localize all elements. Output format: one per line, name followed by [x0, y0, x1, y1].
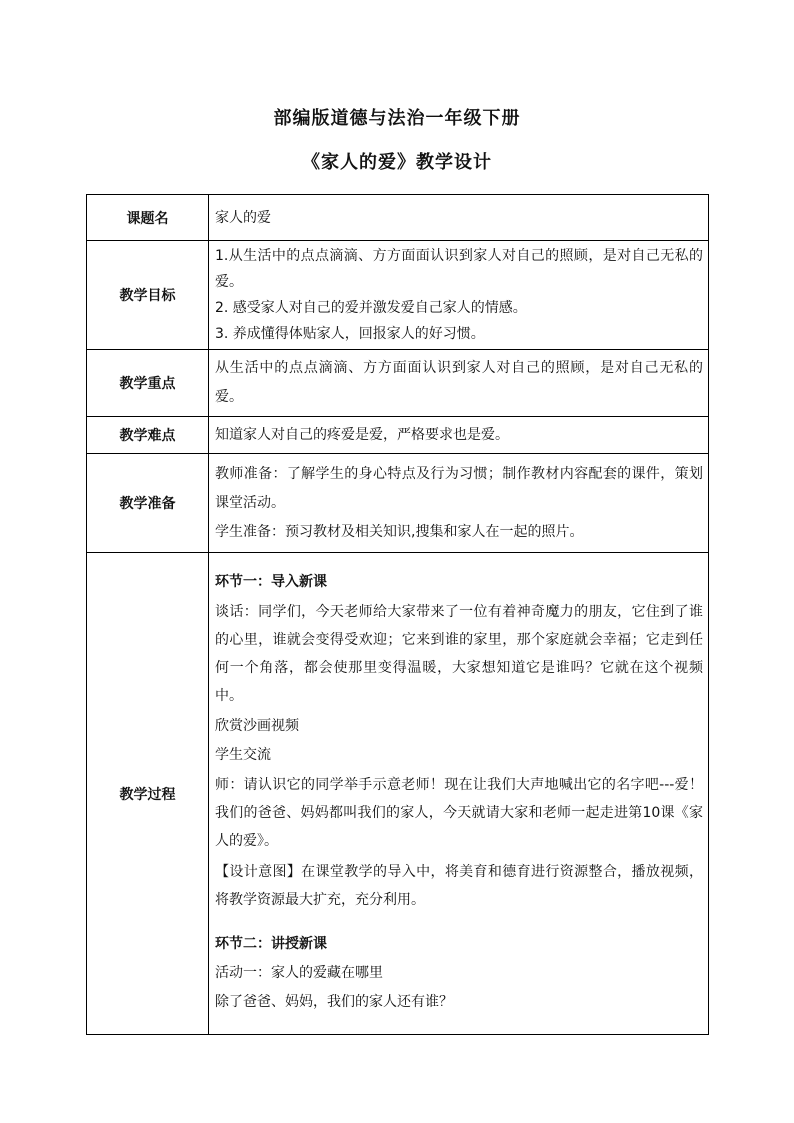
lesson-plan-table [86, 194, 709, 1035]
sand-painting-video: 欣赏沙画视频 [215, 718, 299, 734]
topic-value: 家人的爱 [209, 195, 709, 241]
table-row-topic [87, 195, 709, 241]
teacher-preparation: 教师准备：了解学生的身心特点及行为习惯；制作教材内容配套的课件，策划课堂活动。 [215, 465, 703, 511]
preparation-content [209, 454, 709, 553]
process-label: 教学过程 [87, 553, 209, 1035]
family-question: 除了爸爸、妈妈，我们的家人还有谁？ [215, 994, 453, 1010]
teacher-speech: 师：请认识它的同学举手示意老师！现在让我们大声地喊出它的名字吧---爱！我们的爸爸、妈妈都叫我们的家人，今天就请大家和老师一起走进第10课《家人的爱》。 [215, 777, 703, 849]
difficulty-label: 教学难点 [87, 417, 209, 454]
key-points-label: 教学重点 [87, 350, 209, 417]
design-intent: 【设计意图】在课堂教学的导入中，将美育和德育进行资源整合，播放视频，将教学资源最大扩充，充分利用。 [215, 864, 703, 908]
document-title: 部编版道德与法治一年级下册 [273, 108, 521, 129]
step1-heading: 环节一：导入新课 [215, 574, 327, 590]
process-content [209, 553, 709, 1035]
step2-heading: 环节二：讲授新课 [215, 936, 327, 952]
key-points-value: 从生活中的点点滴滴、方方面面认识到家人对自己的照顾，是对自己无私的爱。 [209, 350, 709, 417]
paragraph-gap [215, 917, 703, 931]
table-row-preparation [87, 454, 709, 553]
table-row-difficulty [87, 417, 709, 454]
goals-label: 教学目标 [87, 241, 209, 350]
document-subtitle: 《家人的爱》教学设计 [302, 152, 492, 173]
table-row-key-points [87, 350, 709, 417]
topic-label: 课题名 [87, 195, 209, 241]
goal-item-2: 2. 感受家人对自己的爱并激发爱自己家人的情感。 [215, 300, 527, 316]
intro-talk: 谈话：同学们，今天老师给大家带来了一位有着神奇魔力的朋友，它住到了谁的心里，谁就会变得受欢迎；它来到谁的家里，那个家庭就会幸福；它走到任何一个角落，都会使那里变得温暖，大家想知道它是谁吗？它就在这个视频中。 [215, 604, 703, 704]
goal-item-3: 3. 养成懂得体贴家人，回报家人的好习惯。 [215, 326, 485, 342]
goal-item-1: 1.从生活中的点点滴滴、方方面面认识到家人对自己的照顾，是对自己无私的爱。 [215, 248, 703, 290]
goals-content [209, 241, 709, 350]
student-preparation: 学生准备：预习教材及相关知识,搜集和家人在一起的照片。 [215, 523, 584, 540]
student-exchange: 学生交流 [215, 747, 271, 763]
table-row-goals [87, 241, 709, 350]
activity-one: 活动一：家人的爱藏在哪里 [215, 965, 383, 981]
difficulty-value: 知道家人对自己的疼爱是爱，严格要求也是爱。 [209, 417, 709, 454]
preparation-label: 教学准备 [87, 454, 209, 553]
table-row-process [87, 553, 709, 1035]
